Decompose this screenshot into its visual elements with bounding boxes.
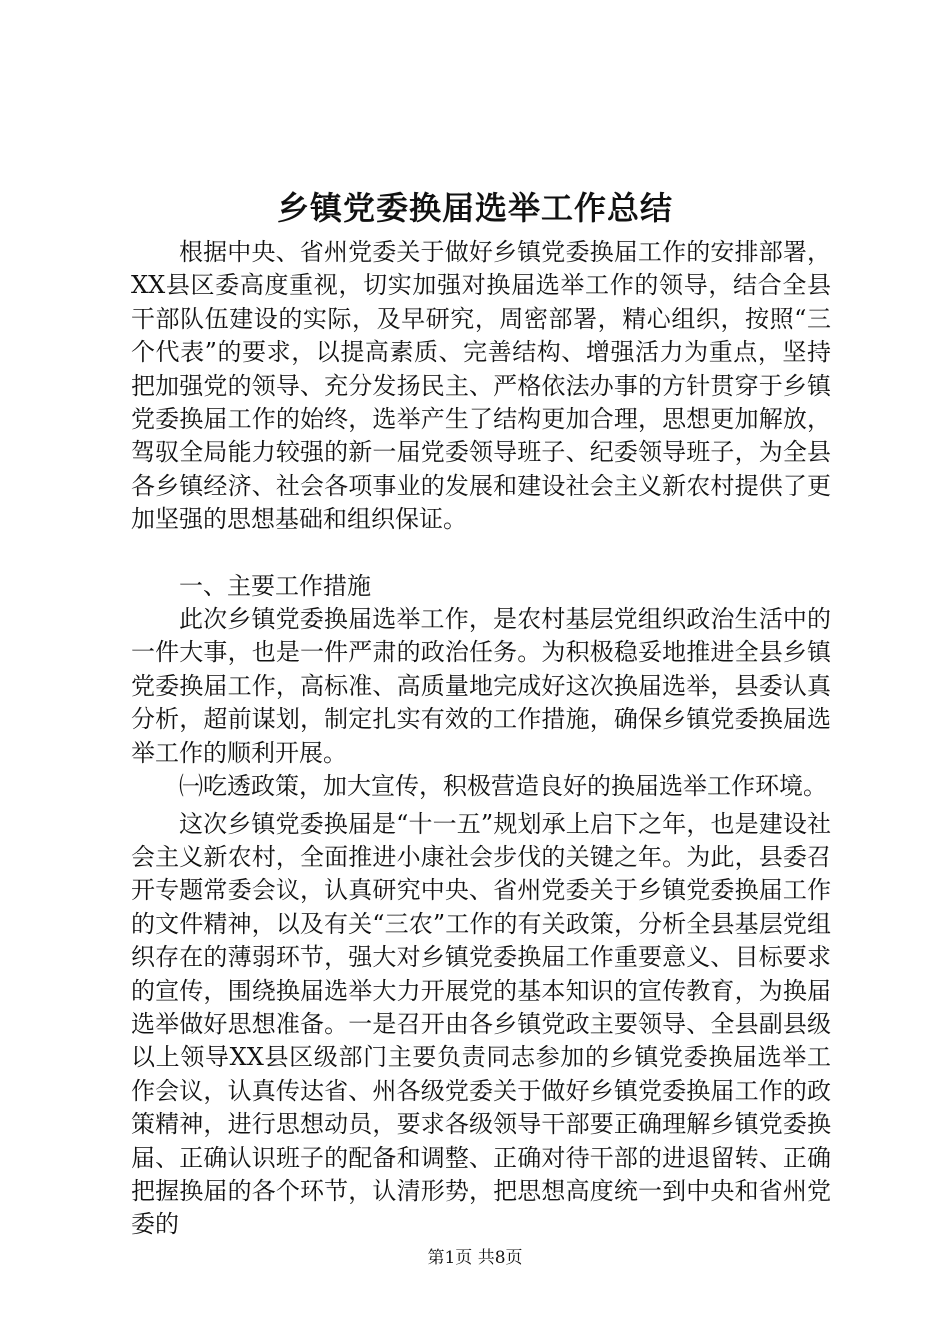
page-number: 第1页 共8页 <box>427 1248 523 1268</box>
section-heading: 一、主要工作措施 <box>179 571 371 600</box>
document-body <box>131 236 831 1242</box>
section-paragraph: 此次乡镇党委换届选举工作，是农村基层党组织政治生活中的一件大事，也是一件严肃的政治任务。为积极稳妥地推进全县乡镇党委换届工作，高标准、高质量地完成好这次换届选举，县委认真分析，超前谋划，制定扎实有效的工作措施，确保乡镇党委换届选举工作的顺利开展。 <box>131 605 831 767</box>
document-title: 乡镇党委换届选举工作总结 <box>276 189 673 227</box>
subsection-heading: ㈠吃透政策，加大宣传，积极营造良好的换届选举工作环境。 <box>179 772 827 801</box>
subsection-paragraph: 这次乡镇党委换届是“十一五”规划承上启下之年，也是建设社会主义新农村，全面推进小康社会步伐的关键之年。为此，县委召开专题常委会议，认真研究中央、省州党委关于乡镇党委换届工作的文件精神，以及有关“三农”工作的有关政策，分析全县基层党组织存在的薄弱环节，强大对乡镇党委换届工作重要意义、目标要求的宣传，围绕换届选举大力开展党的基本知识的宣传教育，为换届选举做好思想准备。一是召开由各乡镇党政主要领导、全县副县级以上领导XX县区级部门主要负责同志参加的乡镇党委换届选举工作会议，认真传达省、州各级党委关于做好乡镇党委换届工作的政策精神，进行思想动员，要求各级领导干部要正确理解乡镇党委换届、正确认识班子的配备和调整、正确对待干部的进退留转、正确把握换届的各个环节，认清形势，把思想高度统一到中央和省州党委的 <box>131 809 831 1239</box>
intro-paragraph: 根据中央、省州党委关于做好乡镇党委换届工作的安排部署，XX县区委高度重视，切实加强对换届选举工作的领导，结合全县干部队伍建设的实际，及早研究，周密部署，精心组织，按照“三个代表”的要求，以提高素质、完善结构、增强活力为重点，坚持把加强党的领导、充分发扬民主、严格依法办事的方针贯穿于乡镇党委换届工作的始终，选举产生了结构更加合理，思想更加解放，驾驭全局能力较强的新一届党委领导班子、纪委领导班子，为全县各乡镇经济、社会各项事业的发展和建设社会主义新农村提供了更加坚强的思想基础和组织保证。 <box>131 238 831 534</box>
